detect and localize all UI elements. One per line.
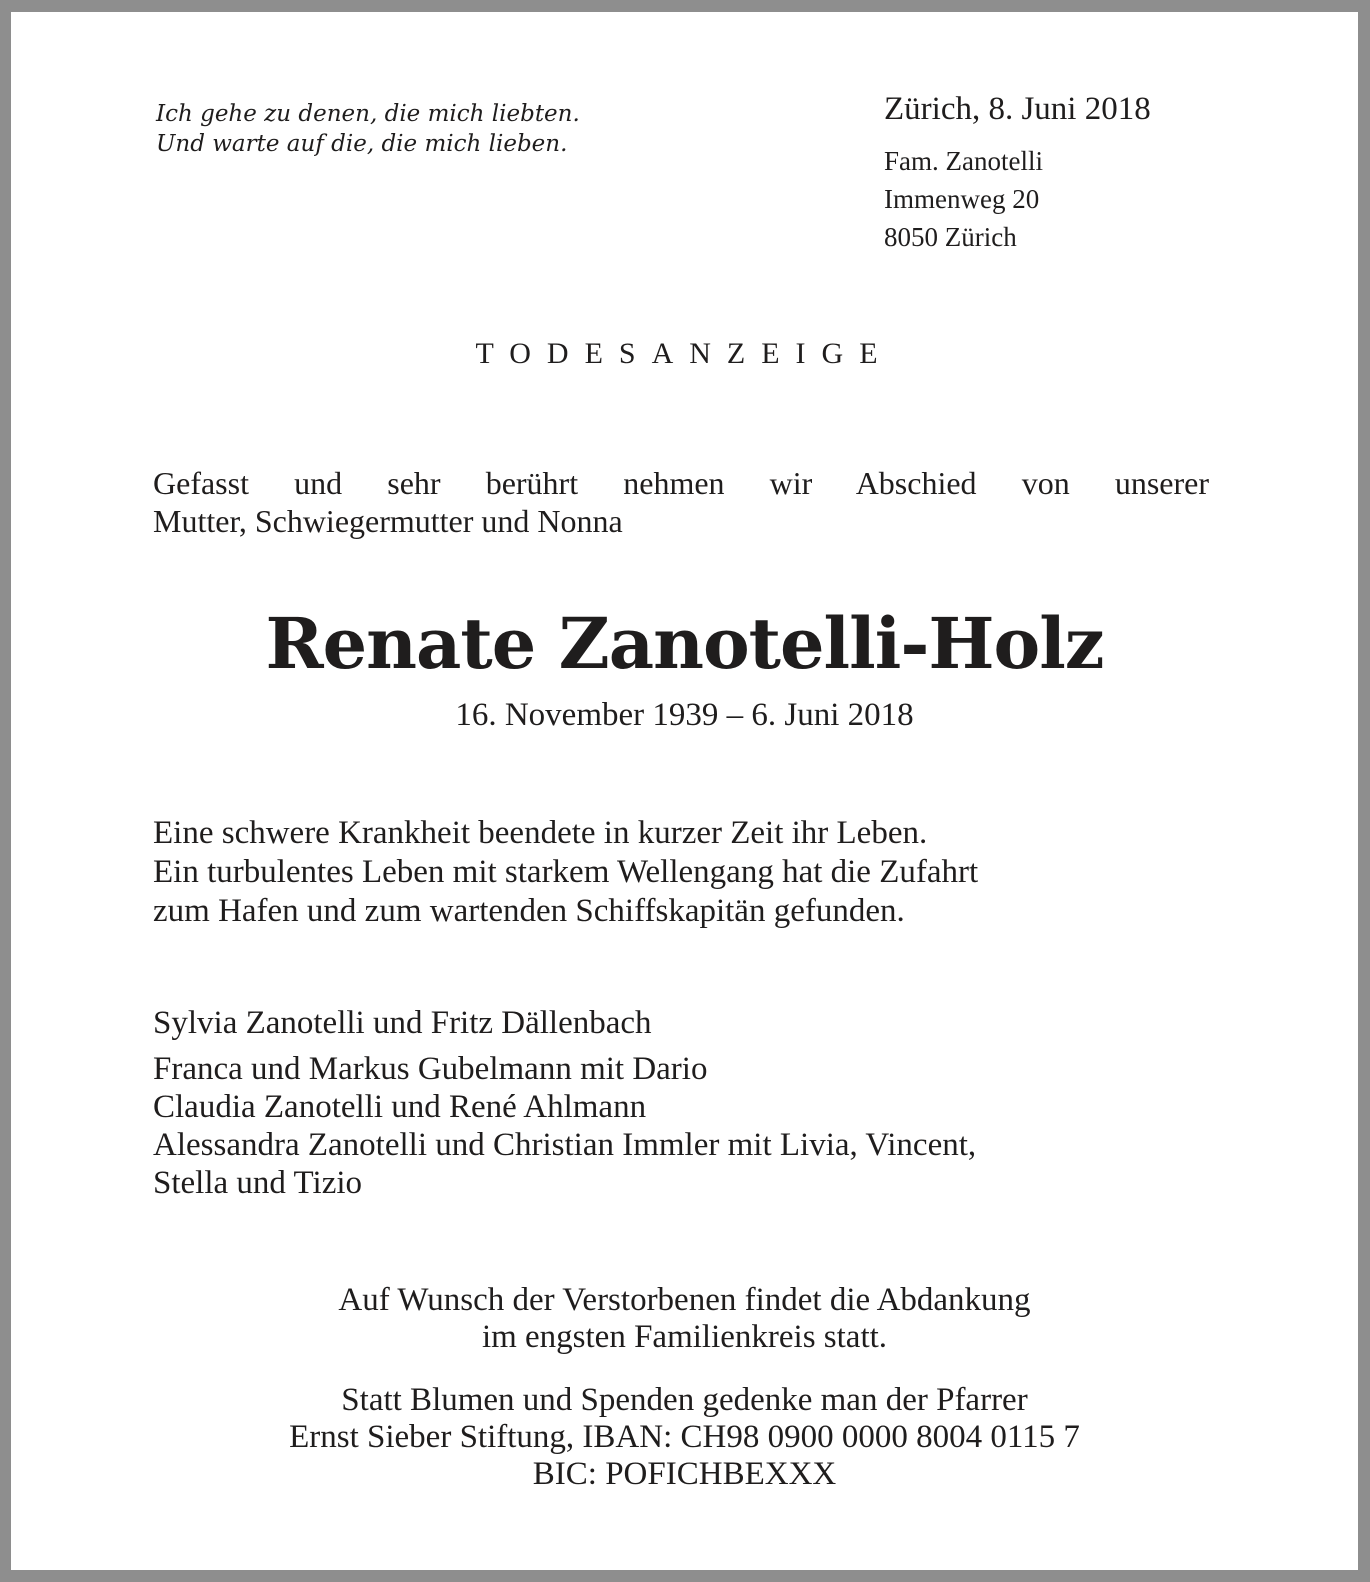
intro-line: Gefasst und sehr berührt nehmen wir Abschied von unserer — [153, 465, 1209, 501]
mourners-list — [153, 1004, 976, 1202]
mourner-line: Stella und Tizio — [153, 1165, 363, 1201]
mourner-line: Alessandra Zanotelli und Christian Immler mit Livia, Vincent, — [153, 1127, 977, 1163]
donation-line: Statt Blumen und Spenden gedenke man der Pfarrer — [341, 1382, 1028, 1418]
motto-quote — [156, 99, 580, 159]
donation-line: BIC: POFICHBEXXX — [532, 1456, 837, 1492]
funeral-notice — [11, 1282, 1358, 1356]
intro-text — [153, 464, 1209, 540]
notice-line: im engsten Familienkreis statt. — [481, 1319, 888, 1355]
mourner-line: Sylvia Zanotelli und Fritz Dällenbach — [153, 1005, 652, 1041]
motto-line: Und warte auf die, die mich lieben. — [156, 131, 568, 157]
notice-line: Auf Wunsch der Verstorbenen findet die Abdankung — [338, 1282, 1031, 1318]
address-family: Fam. Zanotelli — [884, 146, 1043, 176]
page-title: TODESANZEIGE — [475, 337, 894, 370]
mourner-line: Claudia Zanotelli und René Ahlmann — [153, 1089, 647, 1125]
life-dates: 16. November 1939 – 6. Juni 2018 — [455, 697, 914, 733]
deceased-name: Renate Zanotelli-Holz — [265, 602, 1104, 685]
obituary-page — [11, 12, 1358, 1570]
story-text — [153, 814, 978, 931]
donation-line: Ernst Sieber Stiftung, IBAN: CH98 0900 0000 8004 0115 7 — [289, 1419, 1080, 1455]
address-street: Immenweg 20 — [884, 184, 1040, 214]
story-line: zum Hafen und zum wartenden Schiffskapitän gefunden. — [153, 893, 905, 929]
donation-info — [11, 1382, 1358, 1493]
story-line: Ein turbulentes Leben mit starkem Wellengang hat die Zufahrt — [153, 854, 979, 890]
place-date: Zürich, 8. Juni 2018 — [884, 91, 1151, 127]
story-line: Eine schwere Krankheit beendete in kurzer Zeit ihr Leben. — [153, 815, 928, 851]
address-city: 8050 Zürich — [884, 222, 1017, 252]
intro-line: Mutter, Schwiegermutter und Nonna — [153, 503, 623, 539]
mourner-line: Franca und Markus Gubelmann mit Dario — [153, 1051, 708, 1087]
motto-line: Ich gehe zu denen, die mich liebten. — [156, 101, 580, 127]
sender-address — [884, 142, 1043, 256]
